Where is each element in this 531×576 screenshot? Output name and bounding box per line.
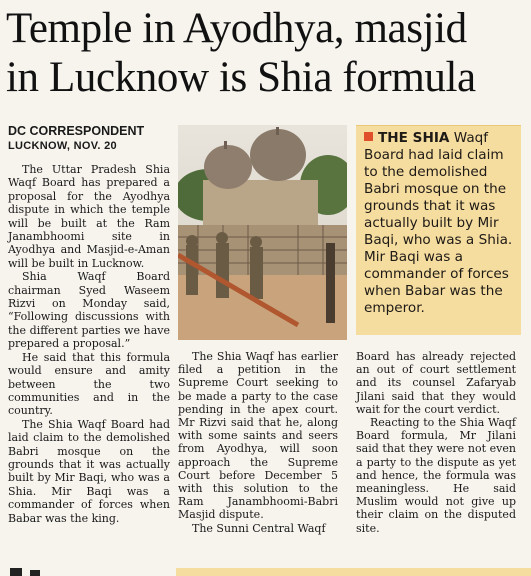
photo-ayodhya-mosque-icon [178, 125, 347, 340]
author: DC CORRESPONDENT [8, 124, 145, 138]
article-column-2 [178, 350, 338, 535]
headline [6, 4, 526, 102]
pull-quote-text: Waqf Board had laid claim to the demolished Babri mosque on the grounds that it was actually built by Mir Baqi, who was a Shia. Mir Baqi was a commander of forces when Babar was the emperor. [364, 130, 513, 316]
paragraph: The Sunni Central Waqf [192, 521, 326, 535]
paragraph: Shia Waqf Board chairman Syed Waseem Rizvi on Monday said, “Following discussions with the different parties we have prepared a proposal.” [8, 270, 170, 351]
pull-quote [356, 125, 521, 335]
paragraph: He said that this formula would ensure and amity between the two communities and in the country. [8, 350, 170, 418]
bullet-square-icon [364, 132, 373, 141]
pull-quote-lead: THE SHIA [378, 130, 450, 146]
next-story-band [176, 568, 531, 576]
article-column-1 [8, 163, 170, 525]
dateline: LUCKNOW, NOV. 20 [8, 140, 117, 152]
paragraph: Reacting to the Shia Waqf Board formula, Mr Jilani said that they were not even a party to the dispute as yet and hence, the formula was meaningless. He said Muslim would not give up their claim on the disputed site. [356, 416, 516, 535]
paragraph: Board has already rejected an out of court settlement and its counsel Zafaryab Jilani said that they would wait for the court verdict. [356, 350, 516, 416]
paragraph: The Uttar Pradesh Shia Waqf Board has prepared a proposal for the Ayodhya dispute in which the temple will be built at the Ram Janambhoomi site in Ayodhya and Masjid-e-Aman will be built in Lucknow. [8, 163, 170, 270]
next-headline-fragment [0, 566, 60, 576]
news-photo [178, 125, 347, 340]
byline [8, 124, 144, 154]
headline-line-1: Temple in Ayodhya, masjid [6, 5, 467, 52]
article-column-3 [356, 350, 516, 535]
paragraph: The Shia Waqf has earlier filed a petition in the Supreme Court seeking to be made a party to the case pending in the apex court. Mr Rizvi said that he, along with some saints and seers from Ayodhya, will soon approach the Supreme Court before December 5 with this solution to the Ram Janambhoomi-Babri Masjid dispute. [178, 350, 338, 522]
paragraph: The Shia Waqf Board had laid claim to the demolished Babri mosque on the grounds that it was actually built by Mir Baqi, who was a Shia. Mir Baqi was a commander of forces when Babar was the king. [8, 417, 170, 525]
headline-line-2: in Lucknow is Shia formula [6, 54, 476, 101]
